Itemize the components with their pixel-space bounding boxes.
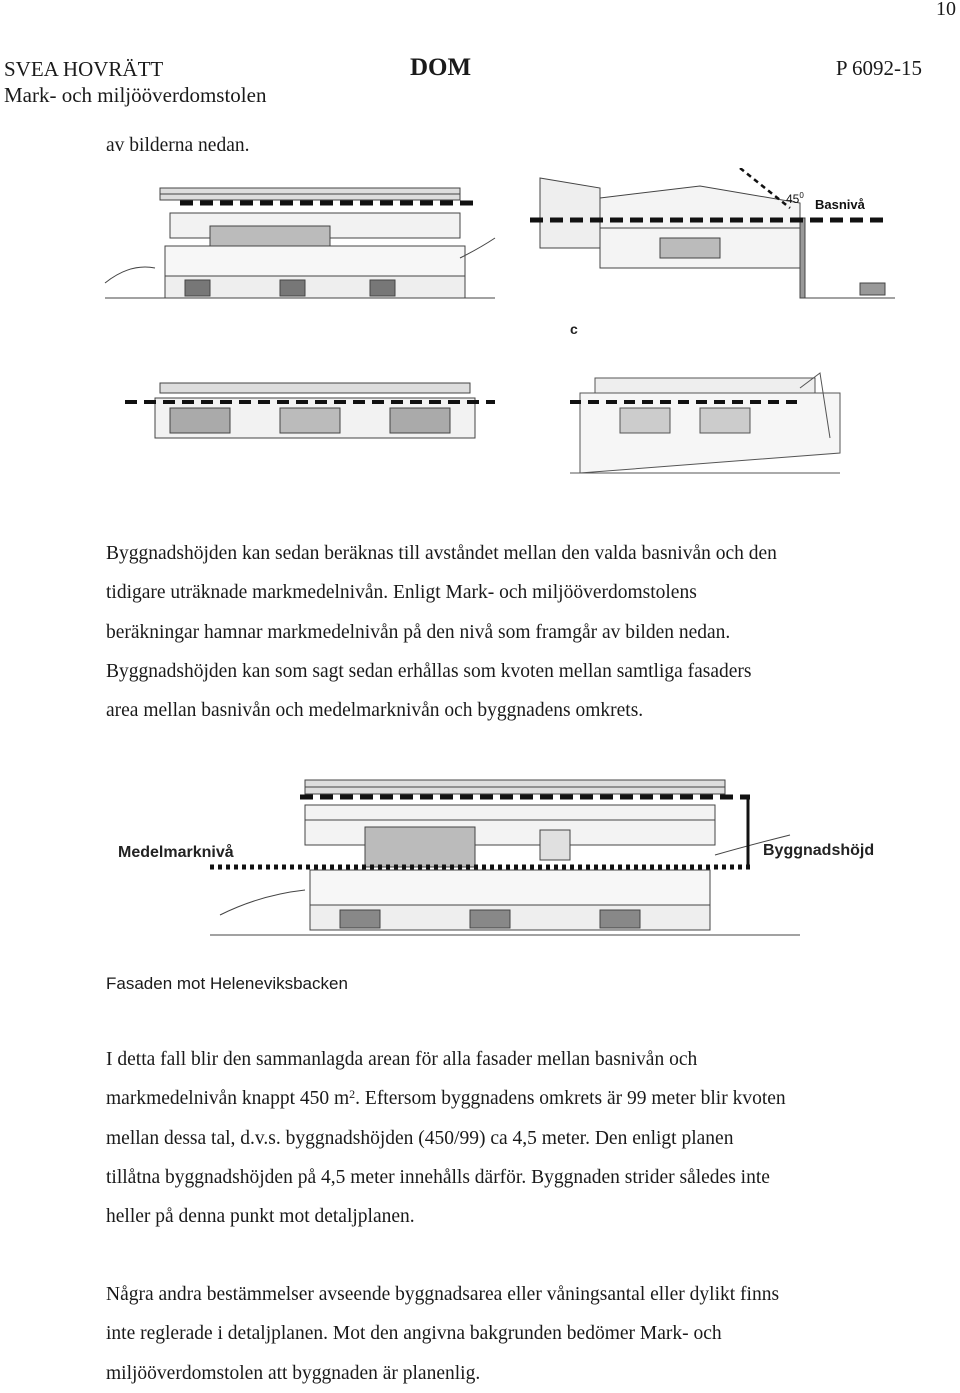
perimeter-text: . Eftersom byggnadens omkrets är 99 meter blir kvoten (355, 1088, 786, 1110)
angle-label: $45^0$ (786, 191, 804, 206)
case-number: P 6092-15 (835, 56, 922, 80)
paragraph-line (106, 1079, 906, 1118)
paragraph-line: Byggnadshöjden kan som sagt sedan erhållas som kvoten mellan samtliga fasaders (106, 660, 752, 682)
byggnadshojd-label: Byggnadshöjd (763, 842, 875, 859)
document-type: DOM (410, 54, 472, 81)
paragraph-line: heller på denna punkt mot detaljplanen. (106, 1206, 415, 1228)
intro-fragment: av bilderna nedan. (106, 135, 250, 156)
area-exponent: 2 (349, 1087, 356, 1102)
paragraph-line: mellan dessa tal, d.v.s. byggnadshöjden (450/99) ca 4,5 meter. Den enligt planen (106, 1127, 734, 1149)
paragraph-line: tidigare uträknade markmedelnivån. Enligt Mark- och miljööverdomstolens (106, 582, 697, 604)
paragraph-line: Byggnadshöjden kan sedan beräknas till avståndet mellan den valda basnivån och den (106, 543, 777, 564)
paragraph-conclusion (106, 1275, 906, 1393)
facade-drawing (210, 780, 800, 935)
paragraph-line: area mellan basnivån och medelmarknivån och byggnadens omkrets. (106, 700, 644, 722)
paragraph-line: beräkningar hamnar markmedelnivån på den nivå som framgår av bilden nedan. (106, 621, 731, 643)
facade-height-figure (100, 775, 900, 945)
area-text: markmedelnivån knappt 450 m (106, 1088, 350, 1110)
page-number: 10 (936, 0, 956, 20)
elevation-drawing-d (570, 373, 840, 473)
paragraph-line: I detta fall blir den sammanlagda arean för alla fasader mellan basnivån och (106, 1049, 698, 1070)
paragraph-line: inte reglerade i detaljplanen. Mot den angivna bakgrunden bedömer Mark- och (106, 1323, 722, 1345)
court-name: SVEA HOVRÄTT (4, 57, 164, 81)
elevation-drawing-c (155, 383, 475, 438)
figure-caption: Fasaden mot Heleneviksbacken (106, 974, 348, 993)
elevation-drawing-b (540, 178, 895, 298)
paragraph-result (106, 1040, 906, 1236)
medelmarkniva-label: Medelmarknivå (118, 844, 234, 861)
paragraph-line: Några andra bestämmelser avseende byggnadsarea eller våningsantal eller dylikt finns (106, 1284, 780, 1305)
court-division: Mark- och miljööverdomstolen (4, 83, 267, 107)
paragraph-calculation (106, 534, 906, 730)
paragraph-line: tillåtna byggnadshöjden på 4,5 meter innehålls därför. Byggnaden strider således inte (106, 1166, 770, 1188)
paragraph-line: miljööverdomstolen att byggnaden är planenlig. (106, 1362, 481, 1384)
stray-mark: c (570, 321, 578, 337)
court-header (4, 56, 266, 108)
basniva-label: Basnivå (815, 197, 865, 212)
facade-elevations-figure (100, 168, 900, 478)
